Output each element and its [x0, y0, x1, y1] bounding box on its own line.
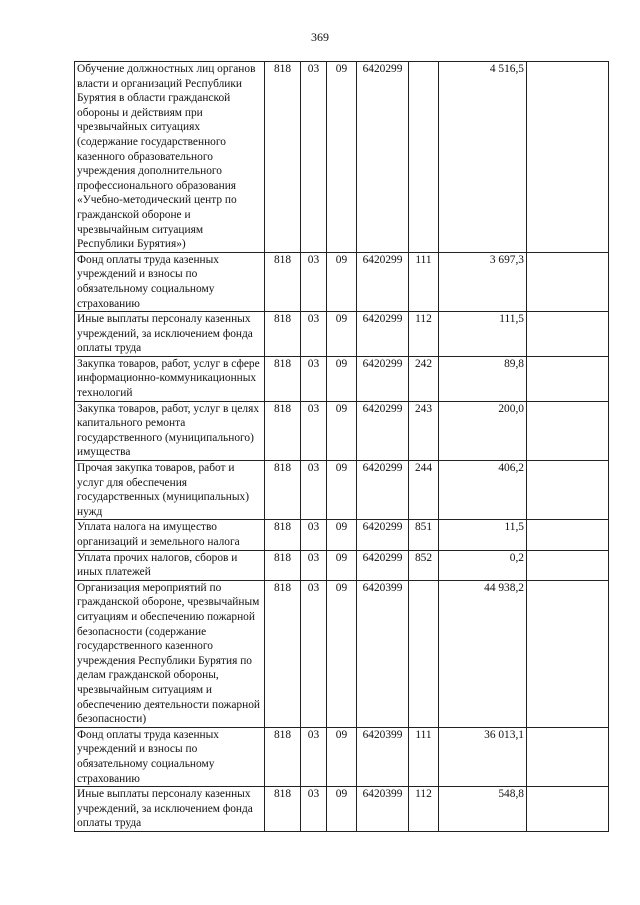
row-cs-cell: 6420299 — [357, 62, 409, 253]
row-extra-cell — [527, 62, 609, 253]
row-name-cell: Обучение должностных лиц органов власти и организаций Республики Бурятия в области гражданской обороны и действиям при чрезвычайных ситуациях (содержание государственного казенного образовательного учреждения дополнительного профессионального образования «Учебно-методический центр по гражданской обороне и чрезвычайным ситуациям Республики Бурятия») — [75, 62, 265, 253]
row-rz-cell: 03 — [301, 252, 327, 311]
table-row — [75, 580, 609, 727]
row-vr-cell: 111 — [409, 252, 439, 311]
row-extra-cell — [527, 787, 609, 832]
budget-table-body — [75, 62, 609, 832]
row-gr-cell: 818 — [265, 787, 301, 832]
row-sum-cell: 11,5 — [439, 520, 527, 550]
row-sum-cell: 36 013,1 — [439, 727, 527, 786]
row-rz-cell: 03 — [301, 520, 327, 550]
row-gr-cell: 818 — [265, 62, 301, 253]
row-gr-cell: 818 — [265, 461, 301, 520]
row-extra-cell — [527, 727, 609, 786]
row-vr-cell: 244 — [409, 461, 439, 520]
row-vr-cell: 243 — [409, 401, 439, 460]
row-vr-cell: 111 — [409, 727, 439, 786]
row-sum-cell: 0,2 — [439, 550, 527, 580]
row-name-cell: Уплата прочих налогов, сборов и иных платежей — [75, 550, 265, 580]
row-cs-cell: 6420299 — [357, 550, 409, 580]
row-rz-cell: 03 — [301, 550, 327, 580]
row-rz-cell: 03 — [301, 356, 327, 401]
row-gr-cell: 818 — [265, 727, 301, 786]
table-row — [75, 356, 609, 401]
row-vr-cell: 242 — [409, 356, 439, 401]
row-sum-cell: 548,8 — [439, 787, 527, 832]
row-pr-cell: 09 — [327, 252, 357, 311]
row-sum-cell: 4 516,5 — [439, 62, 527, 253]
row-rz-cell: 03 — [301, 580, 327, 727]
row-vr-cell: 112 — [409, 787, 439, 832]
row-extra-cell — [527, 520, 609, 550]
row-rz-cell: 03 — [301, 727, 327, 786]
table-row — [75, 550, 609, 580]
row-cs-cell: 6420299 — [357, 520, 409, 550]
row-rz-cell: 03 — [301, 312, 327, 357]
row-name-cell: Прочая закупка товаров, работ и услуг для обеспечения государственных (муниципальных) нужд — [75, 461, 265, 520]
row-rz-cell: 03 — [301, 401, 327, 460]
row-sum-cell: 200,0 — [439, 401, 527, 460]
row-pr-cell: 09 — [327, 550, 357, 580]
row-rz-cell: 03 — [301, 62, 327, 253]
row-gr-cell: 818 — [265, 580, 301, 727]
row-gr-cell: 818 — [265, 356, 301, 401]
row-cs-cell: 6420399 — [357, 727, 409, 786]
row-name-cell: Фонд оплаты труда казенных учреждений и взносы по обязательному социальному страхованию — [75, 252, 265, 311]
row-pr-cell: 09 — [327, 356, 357, 401]
row-sum-cell: 44 938,2 — [439, 580, 527, 727]
row-rz-cell: 03 — [301, 461, 327, 520]
page-number: 369 — [311, 30, 329, 44]
row-name-cell: Иные выплаты персоналу казенных учреждений, за исключением фонда оплаты труда — [75, 787, 265, 832]
row-gr-cell: 818 — [265, 401, 301, 460]
table-row — [75, 787, 609, 832]
row-extra-cell — [527, 312, 609, 357]
row-cs-cell: 6420399 — [357, 787, 409, 832]
row-sum-cell: 89,8 — [439, 356, 527, 401]
row-name-cell: Организация мероприятий по гражданской обороне, чрезвычайным ситуациям и обеспечению пожарной безопасности (содержание государственного казенного учреждения Республики Бурятия по делам гражданской обороны, чрезвычайным ситуациям и обеспечению деятельности пожарной безопасности) — [75, 580, 265, 727]
row-vr-cell — [409, 580, 439, 727]
row-gr-cell: 818 — [265, 252, 301, 311]
row-cs-cell: 6420299 — [357, 312, 409, 357]
table-row — [75, 62, 609, 253]
budget-table — [74, 61, 609, 832]
row-cs-cell: 6420299 — [357, 356, 409, 401]
row-vr-cell: 112 — [409, 312, 439, 357]
row-cs-cell: 6420299 — [357, 461, 409, 520]
row-pr-cell: 09 — [327, 401, 357, 460]
row-pr-cell: 09 — [327, 520, 357, 550]
row-extra-cell — [527, 580, 609, 727]
row-sum-cell: 111,5 — [439, 312, 527, 357]
row-vr-cell — [409, 62, 439, 253]
row-gr-cell: 818 — [265, 312, 301, 357]
row-extra-cell — [527, 356, 609, 401]
row-sum-cell: 3 697,3 — [439, 252, 527, 311]
row-cs-cell: 6420399 — [357, 580, 409, 727]
table-row — [75, 520, 609, 550]
row-extra-cell — [527, 252, 609, 311]
row-pr-cell: 09 — [327, 312, 357, 357]
row-vr-cell: 851 — [409, 520, 439, 550]
row-gr-cell: 818 — [265, 550, 301, 580]
row-pr-cell: 09 — [327, 727, 357, 786]
row-extra-cell — [527, 550, 609, 580]
row-vr-cell: 852 — [409, 550, 439, 580]
row-pr-cell: 09 — [327, 461, 357, 520]
row-name-cell: Закупка товаров, работ, услуг в сфере информационно-коммуникационных технологий — [75, 356, 265, 401]
row-name-cell: Иные выплаты персоналу казенных учреждений, за исключением фонда оплаты труда — [75, 312, 265, 357]
row-name-cell: Закупка товаров, работ, услуг в целях капитального ремонта государственного (муниципального) имущества — [75, 401, 265, 460]
row-sum-cell: 406,2 — [439, 461, 527, 520]
row-name-cell: Фонд оплаты труда казенных учреждений и взносы по обязательному социальному страхованию — [75, 727, 265, 786]
row-extra-cell — [527, 461, 609, 520]
row-pr-cell: 09 — [327, 62, 357, 253]
table-row — [75, 252, 609, 311]
row-extra-cell — [527, 401, 609, 460]
row-cs-cell: 6420299 — [357, 401, 409, 460]
row-rz-cell: 03 — [301, 787, 327, 832]
table-row — [75, 401, 609, 460]
row-pr-cell: 09 — [327, 787, 357, 832]
table-row — [75, 312, 609, 357]
row-name-cell: Уплата налога на имущество организаций и земельного налога — [75, 520, 265, 550]
row-pr-cell: 09 — [327, 580, 357, 727]
table-row — [75, 461, 609, 520]
row-cs-cell: 6420299 — [357, 252, 409, 311]
row-gr-cell: 818 — [265, 520, 301, 550]
table-row — [75, 727, 609, 786]
